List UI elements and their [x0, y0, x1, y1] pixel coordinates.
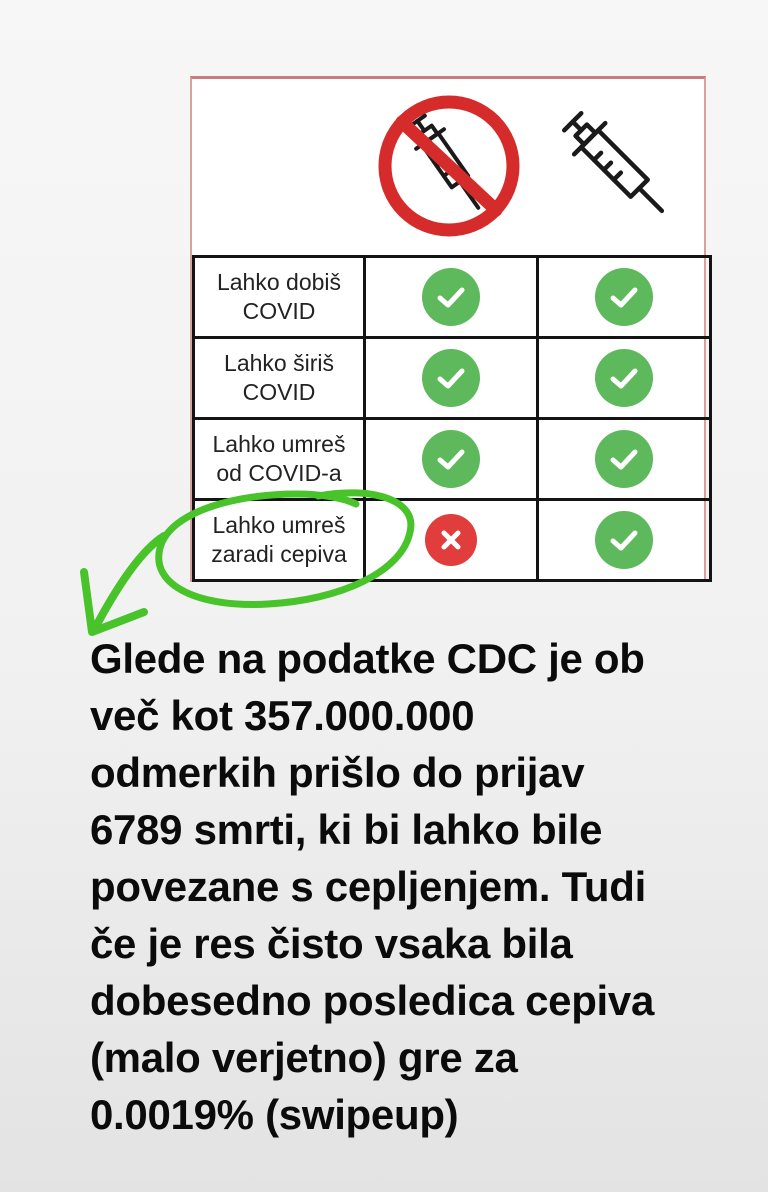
syringe-icon — [552, 101, 684, 233]
cross-icon — [425, 514, 477, 566]
caption-line: (malo verjetno) gre za — [90, 1034, 518, 1081]
caption-line: odmerkih prišlo do prijav — [90, 749, 585, 796]
table-header — [192, 79, 708, 255]
table-row — [194, 500, 711, 581]
check-icon — [595, 349, 653, 407]
caption-line: če je res čisto vsaka bila — [90, 920, 573, 967]
row-label-line1: Lahko umreš — [212, 512, 346, 538]
row-label-line2: COVID — [242, 379, 316, 405]
table-row — [194, 257, 711, 338]
check-icon — [595, 511, 653, 569]
arrow-head-icon — [84, 572, 144, 632]
caption-line: povezane s cepljenjem. Tudi — [90, 863, 646, 910]
vaccinated-cell — [538, 500, 711, 581]
caption-line: Glede na podatke CDC je ob — [90, 635, 645, 682]
vaccinated-cell — [538, 419, 711, 500]
caption-text — [90, 630, 730, 1143]
row-label — [194, 500, 365, 581]
row-label-line1: Lahko dobiš — [216, 269, 342, 295]
unvaccinated-cell — [365, 338, 538, 419]
row-label-line1: Lahko širiš — [224, 350, 334, 376]
check-icon — [595, 430, 653, 488]
row-label — [194, 338, 365, 419]
caption-line: 6789 smrti, ki bi lahko bile — [90, 806, 603, 853]
unvaccinated-cell — [365, 257, 538, 338]
row-label-line2: COVID — [242, 298, 316, 324]
unvaccinated-cell — [365, 500, 538, 581]
comparison-table — [192, 255, 712, 582]
row-label — [194, 257, 365, 338]
caption-line: več kot 357.000.000 — [90, 692, 475, 739]
no-vaccine-icon — [374, 91, 524, 241]
vaccinated-cell — [538, 338, 711, 419]
check-icon — [422, 349, 480, 407]
row-label-line1: Lahko umreš — [212, 431, 346, 457]
table-row — [194, 419, 711, 500]
caption-line: 0.0019% (swipeup) — [90, 1091, 459, 1138]
row-label — [194, 419, 365, 500]
vaccinated-cell — [538, 257, 711, 338]
row-label-line2: od COVID-a — [216, 460, 342, 486]
arrow-line — [94, 536, 164, 630]
check-icon — [422, 268, 480, 326]
check-icon — [422, 430, 480, 488]
table-row — [194, 338, 711, 419]
caption-line: dobesedno posledica cepiva — [90, 977, 655, 1024]
comparison-card — [190, 76, 706, 582]
check-icon — [595, 268, 653, 326]
unvaccinated-cell — [365, 419, 538, 500]
row-label-line2: zaradi cepiva — [211, 541, 347, 567]
